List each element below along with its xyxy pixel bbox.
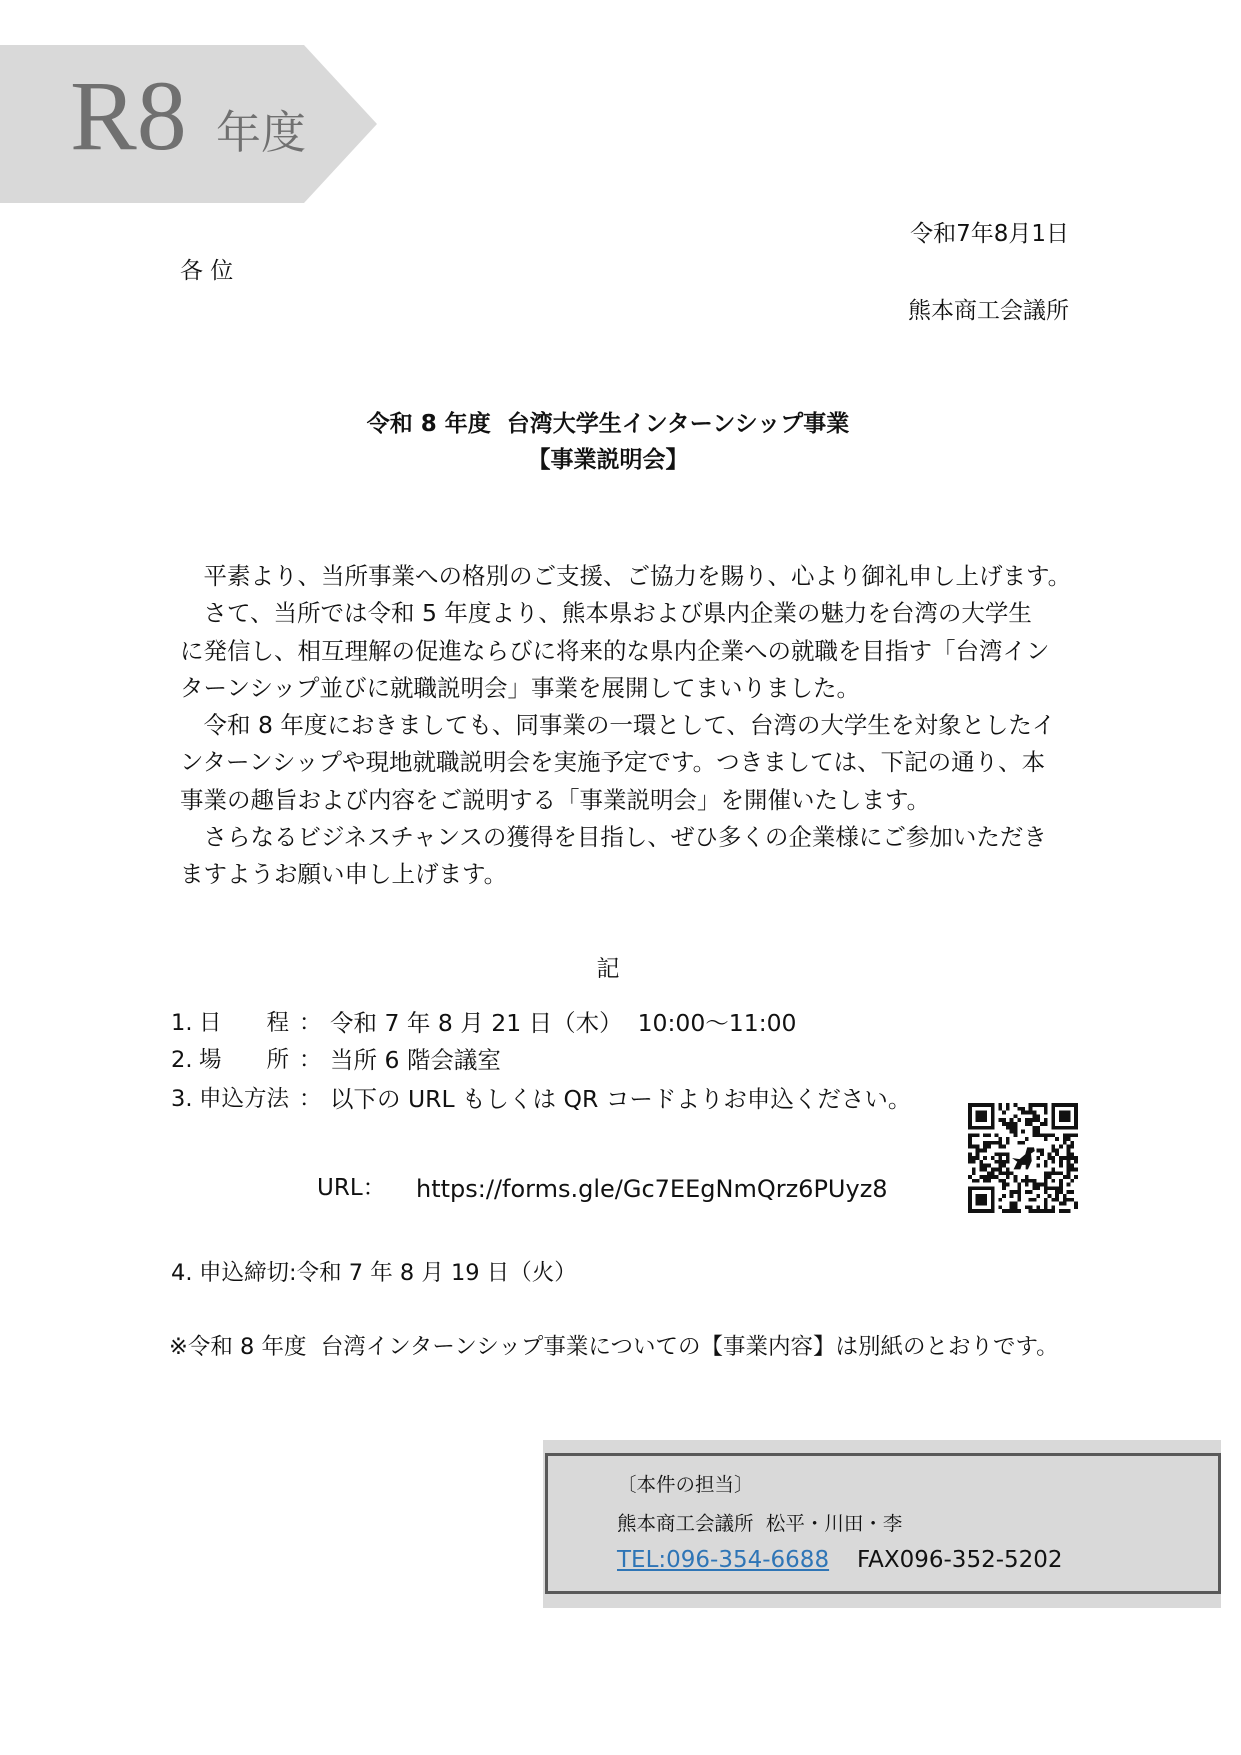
detail-number: 3.: [171, 1086, 193, 1112]
body-line: さらなるビジネスチャンスの獲得を目指し、ぜひ多くの企業様にご参加いただき: [180, 823, 1047, 852]
details-heading: 記: [596, 956, 620, 982]
contact-fax: FAX096-352-5202: [857, 1547, 1063, 1573]
detail-label: 場 所: [199, 1047, 290, 1073]
banner-arrow-shape: [0, 45, 377, 203]
addressee: 各 位: [180, 258, 234, 284]
detail-label: 申込方法: [199, 1086, 290, 1112]
body-line: ンターンシップや現地就職説明会を実施予定です。つきましては、下記の通り、本: [180, 748, 1046, 777]
body-line: に発信し、相互理解の促進ならびに将来的な県内企業への就職を目指す「台湾イン: [180, 636, 1050, 665]
body-line: ターンシップ並びに就職説明会」事業を展開してまいりました。: [180, 673, 860, 702]
detail-value: 当所 6 階会議室: [330, 1046, 501, 1074]
contact-tel-link[interactable]: TEL:096-354-6688: [617, 1547, 830, 1573]
detail-item-schedule: [0, 1009, 1241, 1042]
body-line: 令和 8 年度におきましても、同事業の一環として、台湾の大学生を対象としたイ: [180, 711, 1056, 740]
deadline-number: 4.: [171, 1260, 193, 1286]
body-line: 事業の趣旨および内容をご説明する「事業説明会」を開催いたします。: [180, 785, 931, 814]
body-paragraphs: [180, 558, 1080, 894]
detail-label: 日 程: [199, 1010, 290, 1036]
deadline-text: 申込締切:令和 7 年 8 月 19 日（火）: [199, 1260, 577, 1286]
banner-year-suffix: 年度: [216, 106, 307, 159]
body-line: 平素より、当所事業への格別のご支援、ご協力を賜り、心より御礼申し上げます。: [180, 562, 1072, 590]
contact-heading: 〔本件の担当〕: [617, 1473, 754, 1496]
body-line: ますようお願い申し上げます。: [180, 860, 508, 889]
application-url: https://forms.gle/Gc7EEgNmQrz6PUyz8: [416, 1175, 888, 1203]
year-banner: [0, 45, 377, 203]
body-line: さて、当所では令和 5 年度より、熊本県および県内企業の魅力を台湾の大学生: [180, 599, 1032, 628]
detail-number: 1.: [171, 1010, 193, 1036]
detail-item-venue: [0, 1046, 1241, 1079]
detail-value: 令和 7 年 8 月 21 日（木） 10:00～11:00: [330, 1009, 797, 1037]
detail-separator: ：: [299, 1086, 322, 1112]
detail-number: 2.: [171, 1047, 193, 1073]
issue-date: 令和7年8月1日: [910, 221, 1069, 247]
contact-staff: 熊本商工会議所 松平・川田・李: [617, 1512, 903, 1535]
detail-separator: ：: [299, 1010, 322, 1036]
url-label: URL：: [317, 1175, 386, 1201]
document-subtitle: 【事業説明会】: [527, 447, 689, 473]
sender: 熊本商工会議所: [908, 298, 1069, 324]
banner-year-code: R8: [70, 60, 187, 171]
detail-value: 以下の URL もしくは QR コードよりお申込ください。: [330, 1085, 912, 1113]
qr-code-icon[interactable]: [968, 1103, 1078, 1213]
detail-separator: ：: [299, 1047, 322, 1073]
document-title: 令和 8 年度 台湾大学生インターンシップ事業: [366, 411, 850, 437]
footnote: ※令和 8 年度 台湾インターンシップ事業についての【事業内容】は別紙のとおりです。: [169, 1334, 1059, 1360]
